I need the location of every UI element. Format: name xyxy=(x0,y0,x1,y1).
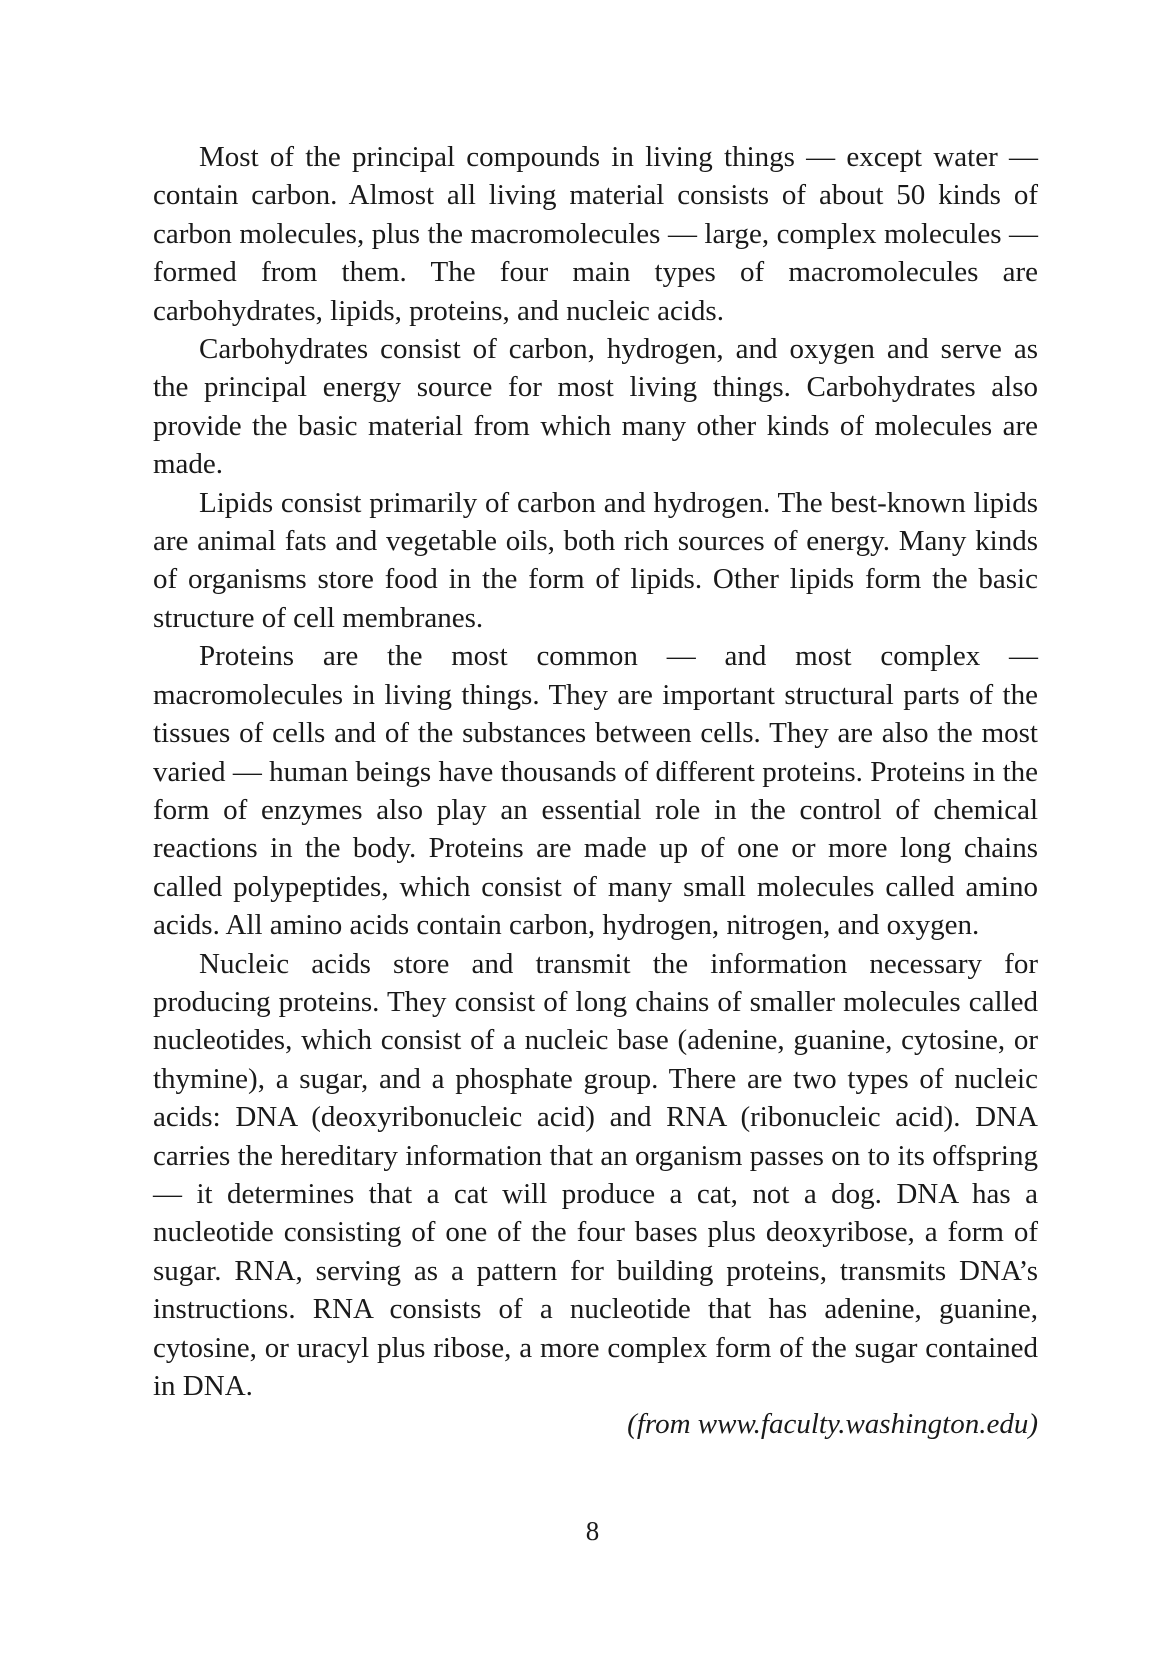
paragraph-lipids: Lipids consist primarily of carbon and hydrogen. The best-known lipids are animal fats and vegetable oils, both rich sources of energy. Many kinds of organisms store food in the form of lipids. Other lipids form the basic structure of cell membranes. xyxy=(153,486,1038,634)
source-citation: (from www.faculty.washington.edu) xyxy=(627,1408,1038,1441)
paragraph-carbohydrates: Carbohydrates consist of carbon, hydrogen, and oxygen and serve as the principal energy source for most living things. Carbohydrates also provide the basic material from which many other kinds of molecules are made. xyxy=(153,333,1038,481)
document-body xyxy=(153,138,1038,1444)
page-number: 8 xyxy=(585,1516,600,1546)
paragraph-proteins: Proteins are the most common — and most complex — macromolecules in living things. They are important structural parts of the tissues of cells and of the substances between cells. They are also the most varied — human beings have thousands of different proteins. Proteins in the form of enzymes also play an essential role in the control of chemical reactions in the body. Proteins are made up of one or more long chains called polypeptides, which consist of many small molecules called amino acids. All amino acids contain carbon, hydrogen, nitrogen, and oxygen. xyxy=(153,640,1038,942)
paragraph-nucleic-acids: Nucleic acids store and transmit the information necessary for producing proteins. They consist of long chains of smaller molecules called nucleotides, which consist of a nucleic base (adenine, guanine, cytosine, or thymine), a sugar, and a phosphate group. There are two types of nucleic acids: DNA (deoxyribonucleic acid) and RNA (ribonucleic acid). DNA carries the hereditary information that an organism passes on to its offspring — it determines that a cat will produce a cat, not a dog. DNA has a nucleotide consisting of one of the four bases plus deoxyribose, a form of sugar. RNA, serving as a pattern for building proteins, transmits DNA’s instructions. RNA consists of a nucleotide that has adenine, guanine, cytosine, or uracyl plus ribose, a more complex form of the sugar contained in DNA. xyxy=(153,947,1038,1402)
paragraph-carbon-compounds: Most of the principal compounds in living things — except water — contain carbon. Almost all living material consists of about 50 kinds of carbon molecules, plus the macromolecules — large, complex molecules — formed from them. The four main types of macromolecules are carbohydrates, lipids, proteins, and nucleic acids. xyxy=(153,141,1038,327)
